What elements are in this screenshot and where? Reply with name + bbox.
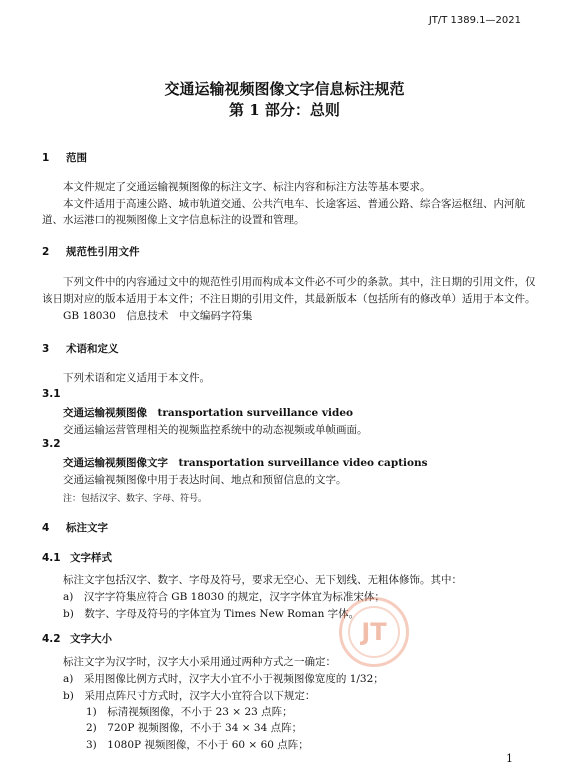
list-item: b) 采用点阵尺寸方式时，汉字大小宜符合以下规定： [63,690,316,702]
section-2-paragraph: 该日期对应的版本适用于本文件；不注日期的引用文件，其最新版本（包括所有的修改单）适用于本文件。 [42,293,536,305]
document-subtitle: 第 1 部分：总则 [229,101,340,119]
section-4-heading: 4 标注文字 [42,522,108,534]
term-number: 3.1 [42,388,61,400]
normative-reference: GB 18030 信息技术 中文编码字符集 [63,310,253,322]
subsection-4-2-paragraph: 标注文字为汉字时，汉字大小采用通过两种方式之一确定： [63,656,336,668]
page-number: 1 [506,752,513,765]
list-item: a) 采用图像比例方式时，汉字大小宜不小于视频图像宽度的 1/32； [63,673,384,685]
list-item: b) 数字、字母及符号的字体宜为 Times New Roman 字体。 [63,608,360,620]
note: 注：包括汉字、数字、字母、符号。 [63,494,208,504]
sub-list-item: 2) 720P 视频图像，不小于 34 × 34 点阵； [86,722,303,734]
section-3-intro: 下列术语和定义适用于本文件。 [63,372,210,384]
term-number: 3.2 [42,438,61,450]
section-1-paragraph: 道、水运港口的视频图像上文字信息标注的设置和管理。 [42,214,305,226]
sub-list-item: 3) 1080P 视频图像，不小于 60 × 60 点阵； [86,739,309,751]
term-heading: 交通运输视频图像 transportation surveillance video [63,407,354,419]
section-2-paragraph: 下列文件中的内容通过文中的规范性引用而构成本文件必不可少的条款。其中，注日期的引用文件，仅 [63,276,536,288]
section-1-paragraph: 本文件适用于高速公路、城市轨道交通、公共汽电车、长途客运、普通公路、综合客运枢纽、内河航 [63,198,525,210]
jt-watermark-logo [339,597,409,667]
term-definition: 交通运输视频图像中用于表达时间、地点和预留信息的文字。 [63,474,347,486]
subsection-4-2-heading: 4.2 文字大小 [42,633,112,645]
watermark-text: JT [348,606,400,658]
document-title: 交通运输视频图像文字信息标注规范 [164,80,405,98]
standard-code: JT/T 1389.1—2021 [428,15,521,26]
subsection-4-1-heading: 4.1 文字样式 [42,552,112,564]
section-3-heading: 3 术语和定义 [42,343,119,355]
list-item: a) 汉字字符集应符合 GB 18030 的规定，汉字字体宜为标准宋体； [63,591,385,603]
term-definition: 交通运输运营管理相关的视频监控系统中的动态视频或单帧画面。 [63,424,368,436]
subsection-4-1-paragraph: 标注文字包括汉字、数字、字母及符号，要求无空心、无下划线、无粗体修饰。其中： [63,574,462,586]
term-heading: 交通运输视频图像文字 transportation surveillance video captions [63,457,428,469]
section-2-heading: 2 规范性引用文件 [42,246,140,258]
section-1-paragraph: 本文件规定了交通运输视频图像的标注文字、标注内容和标注方法等基本要求。 [63,181,431,193]
sub-list-item: 1) 标清视频图像，不小于 23 × 23 点阵； [86,706,293,718]
section-1-heading: 1 范围 [42,152,87,164]
